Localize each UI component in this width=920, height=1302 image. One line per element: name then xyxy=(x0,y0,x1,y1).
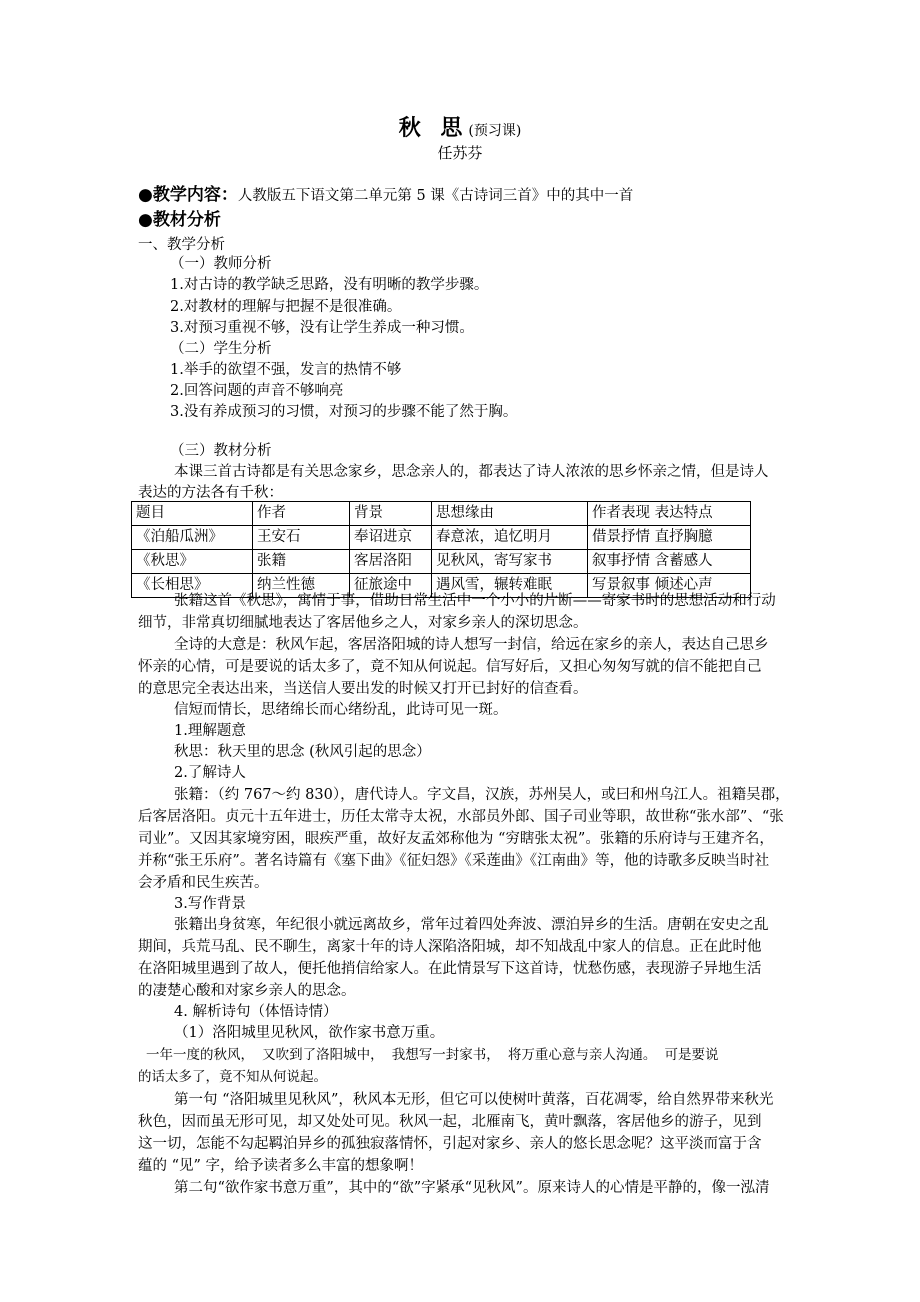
title-sub: (预习课) xyxy=(468,123,522,139)
author-name: 任苏芬 xyxy=(437,144,483,162)
material-intro-line: 表达的方法各有千秋： xyxy=(138,485,283,501)
poem-comparison-table xyxy=(131,501,751,598)
page-title xyxy=(0,114,920,145)
item-title: 4. 解析诗句（体悟诗情） xyxy=(174,1004,338,1020)
table-cell: 奉诏进京 xyxy=(350,526,432,550)
teaching-content-label: ●教学内容： xyxy=(138,185,238,205)
item-text: 秋思：秋天里的思念 (秋风引起的思念） xyxy=(174,744,431,760)
student-item: 1.举手的欲望不强，发言的热情不够 xyxy=(170,362,402,378)
student-analysis-title: （二）学生分析 xyxy=(170,341,272,357)
table-cell: 纳兰性德 xyxy=(253,574,350,598)
table-row xyxy=(132,526,751,550)
teacher-item: 2.对教材的理解与把握不是很准确。 xyxy=(170,299,402,315)
paragraph-line: 张籍：（约 767～约 830），唐代诗人。字文昌，汉族，苏州吴人，或曰和州乌江人。祖籍吴郡， xyxy=(174,787,790,803)
material-analysis-title: （三）教材分析 xyxy=(170,443,272,459)
table-cell: 见秋风，寄写家书 xyxy=(432,550,588,574)
paragraph-line: 的意思完全表达出来，当送信人要出发的时候又打开已封好的信查看。 xyxy=(138,681,588,697)
student-item: 2.回答问题的声音不够响亮 xyxy=(170,383,344,399)
translation-line: 一年一度的秋风， 又吹到了洛阳城中， 我想写一封家书， 将万重心意与亲人沟通。 可是要说 xyxy=(146,1047,719,1063)
item-title: 2.了解诗人 xyxy=(174,765,246,781)
analysis-header: ●教材分析 xyxy=(138,210,221,230)
item-title: 3.写作背景 xyxy=(174,896,246,912)
material-intro-line: 本课三首古诗都是有关思念家乡，思念亲人的，都表达了诗人浓浓的思乡怀亲之情，但是诗人 xyxy=(174,464,769,480)
paragraph-line: 并称“张王乐府”。著名诗篇有《塞下曲》《征妇怨》《采莲曲》《江南曲》等，他的诗歌多反映当时社 xyxy=(138,853,770,869)
paragraph-line: 蕴的 “见” 字，给予读者多么丰富的想象啊！ xyxy=(138,1158,424,1174)
paragraph-line: 秋色，因而虽无形可见，却又处处可见。秋风一起，北雁南飞，黄叶飘落，客居他乡的游子，见到 xyxy=(138,1114,762,1130)
table-cell: 写景叙事 倾述心声 xyxy=(588,574,751,598)
table-header-cell: 题目 xyxy=(132,502,253,526)
paragraph-line: 怀亲的心情，可是要说的话太多了，竟不知从何说起。信写好后，又担心匆匆写就的信不能把自己 xyxy=(138,659,762,675)
table-header-cell: 背景 xyxy=(350,502,432,526)
paragraph-line: 张籍出身贫寒，年纪很小就远离故乡，常年过着四处奔波、漂泊异乡的生活。唐朝在安史之乱 xyxy=(174,917,769,933)
table-header-cell: 作者 xyxy=(253,502,350,526)
paragraph-line: 司业”。又因其家境穷困，眼疾严重，故好友孟郊称他为 “穷瞎张太祝”。张籍的乐府诗与王建齐名， xyxy=(138,831,774,847)
table-cell: 《泊船瓜洲》 xyxy=(132,526,253,550)
table-cell: 客居洛阳 xyxy=(350,550,432,574)
table-cell: 张籍 xyxy=(253,550,350,574)
table-cell: 王安石 xyxy=(253,526,350,550)
table-row xyxy=(132,550,751,574)
table-cell: 借景抒情 直抒胸臆 xyxy=(588,526,751,550)
table-header-row xyxy=(132,502,751,526)
table-cell: 征旅途中 xyxy=(350,574,432,598)
paragraph-line: 在洛阳城里遇到了故人，便托他捎信给家人。在此情景写下这首诗，忧愁伤感，表现游子异地生活 xyxy=(138,961,762,977)
table-header-cell: 思想缘由 xyxy=(432,502,588,526)
table-cell: 春意浓，追忆明月 xyxy=(432,526,588,550)
table-cell: 《长相思》 xyxy=(132,574,253,598)
paragraph-line: 期间，兵荒马乱、民不聊生，离家十年的诗人深陷洛阳城，却不知战乱中家人的信息。正在此时他 xyxy=(138,939,762,955)
teacher-item: 1.对古诗的教学缺乏思路，没有明晰的教学步骤。 xyxy=(170,277,489,293)
item-title: 1.理解题意 xyxy=(174,723,246,739)
paragraph-line: 信短而情长，思绪绵长而心绪纷乱，此诗可见一斑。 xyxy=(174,702,508,718)
translation-line: 的话太多了，竟不知从何说起。 xyxy=(138,1069,327,1085)
paragraph-line: 的凄楚心酸和对家乡亲人的思念。 xyxy=(138,983,356,999)
table-cell: 叙事抒情 含蓄感人 xyxy=(588,550,751,574)
teacher-analysis-title: （一）教师分析 xyxy=(170,256,272,272)
teacher-item: 3.对预习重视不够，没有让学生养成一种习惯。 xyxy=(170,320,474,336)
paragraph-line: 第一句 “洛阳城里见秋风”，秋风本无形，但它可以使树叶黄落，百花凋零，给自然界带来秋光 xyxy=(174,1092,774,1108)
paragraph-line: 全诗的大意是：秋风乍起，客居洛阳城的诗人想写一封信，给远在家乡的亲人，表达自己思乡 xyxy=(174,637,769,653)
paragraph-line: 张籍这首《秋思》，寓情于事，借助日常生活中一个小小的片断——寄家书时的思想活动和行动 xyxy=(174,593,776,609)
teaching-content xyxy=(138,185,858,206)
table-cell: 《秋思》 xyxy=(132,550,253,574)
table-cell: 遇风雪，辗转难眠 xyxy=(432,574,588,598)
section-one-title: 一、教学分析 xyxy=(138,237,225,253)
paragraph-line: 这一切，怎能不勾起羁泊异乡的孤独寂落情怀，引起对家乡、亲人的悠长思念呢？这平淡而富于含 xyxy=(138,1136,762,1152)
teaching-content-text: 人教版五下语文第二单元第 5 课《古诗词三首》中的其中一首 xyxy=(237,188,634,204)
paragraph-line: 第二句“欲作家书意万重”，其中的“欲”字紧承“见秋风”。原来诗人的心情是平静的，像一泓清 xyxy=(174,1180,770,1196)
paragraph-line: 细节，非常真切细腻地表达了客居他乡之人，对家乡亲人的深切思念。 xyxy=(138,615,588,631)
table-header-cell: 作者表现 表达特点 xyxy=(588,502,751,526)
poem-line-title: （1）洛阳城里见秋风，欲作家书意万重。 xyxy=(174,1025,445,1041)
title-main: 秋 思 xyxy=(398,115,469,141)
paragraph-line: 后客居洛阳。贞元十五年进士，历任太常寺太祝，水部员外郎、国子司业等职，故世称“张水部”、“张 xyxy=(138,809,784,825)
paragraph-line: 会矛盾和民生疾苦。 xyxy=(138,875,269,891)
student-item: 3.没有养成预习的习惯，对预习的步骤不能了然于胸。 xyxy=(170,404,518,420)
